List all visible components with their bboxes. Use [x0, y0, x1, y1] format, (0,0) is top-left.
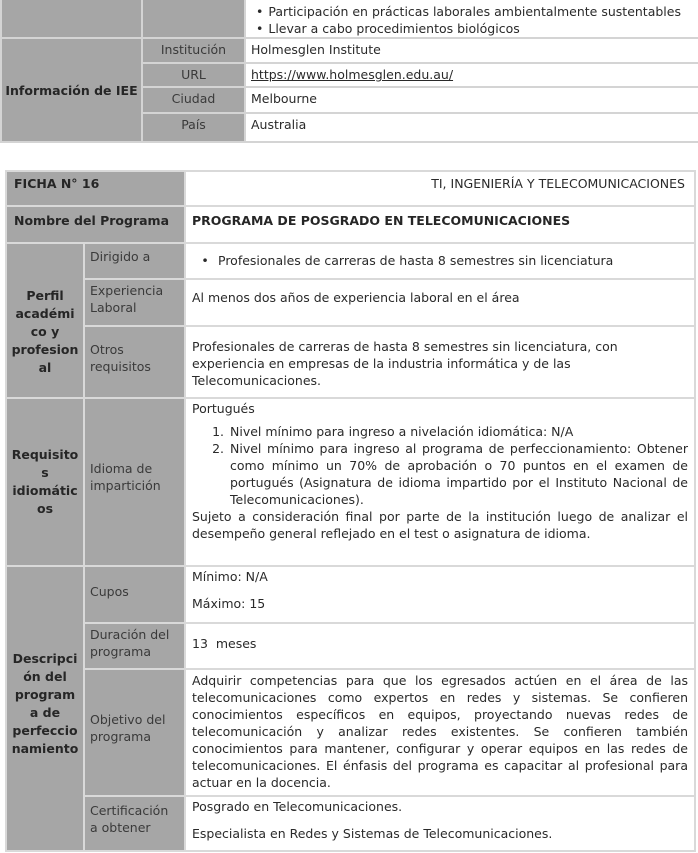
institution-url-link[interactable]: https://www.holmesglen.edu.au/ — [251, 67, 454, 82]
ficha-number: FICHA N° 16 — [6, 171, 185, 206]
table-row — [6, 796, 695, 851]
cupos-label: Cupos — [84, 566, 185, 623]
language-requirements-list — [192, 423, 688, 508]
list-item: • Llevar a cabo procedimientos biológicos — [256, 20, 698, 37]
country-label: País — [142, 113, 245, 142]
empty-sublabel-cell — [142, 0, 245, 38]
ficha-16-table — [5, 170, 696, 852]
cupos-value — [185, 566, 695, 623]
iee-info-table — [0, 0, 698, 143]
table-row — [6, 206, 695, 243]
certificacion-item: Especialista en Redes y Sistemas de Telecomunicaciones. — [192, 826, 553, 841]
duracion-value: 13 meses — [185, 623, 695, 669]
table-row — [6, 566, 695, 623]
cupos-min: Mínimo: N/A — [192, 569, 268, 584]
institution-label: Institución — [142, 38, 245, 63]
table-row — [6, 623, 695, 669]
otros-label: Otros requisitos — [84, 326, 185, 398]
language-name: Portugués — [192, 401, 255, 416]
language-note: Sujeto a consideración final por parte de la institución luego de analizar el desempeño general reflejado en el test o asignatura de idioma. — [192, 509, 688, 541]
program-name-label: Nombre del Programa — [6, 206, 185, 243]
table-row — [6, 279, 695, 326]
experiencia-value: Al menos dos años de experiencia laboral en el área — [185, 279, 695, 326]
list-item: • Participación en prácticas laborales ambientalmente sustentables — [256, 3, 698, 20]
ficha-category: TI, INGENIERÍA Y TELECOMUNICACIONES — [185, 171, 695, 206]
table-row — [1, 0, 698, 38]
objetivo-label: Objetivo del programa — [84, 669, 185, 796]
table-row — [6, 669, 695, 796]
section-label-iee: Información de IEE — [1, 38, 142, 142]
duracion-label: Duración del programa — [84, 623, 185, 669]
idioma-value — [185, 398, 695, 566]
idioma-label: Idioma de impartición — [84, 398, 185, 566]
cupos-max: Máximo: 15 — [192, 596, 266, 611]
experiencia-label: Experiencia Laboral — [84, 279, 185, 326]
otros-value: Profesionales de carreras de hasta 8 semestres sin licenciatura, con experiencia en empresas de la industria informática y de las Telecomunicaciones. — [185, 326, 695, 398]
empty-label-cell — [1, 0, 142, 38]
table-row — [1, 38, 698, 63]
section-label-idioma: Requisito s idiomátic os — [6, 398, 84, 566]
bullet-icon: • — [201, 253, 209, 268]
section-label-perfil: Perfil académi co y profesion al — [6, 243, 84, 398]
dirigido-value — [185, 243, 695, 279]
url-label: URL — [142, 63, 245, 87]
table-row — [6, 243, 695, 279]
dirigido-label: Dirigido a — [84, 243, 185, 279]
certificacion-label: Certificación a obtener — [84, 796, 185, 851]
city-label: Ciudad — [142, 87, 245, 113]
skills-cell — [245, 0, 698, 38]
objetivo-value: Adquirir competencias para que los egresados actúen en el área de las telecomunicaciones como expertos en redes y sistemas. Se confieren conocimientos específicos en equipos, proyectando nuevas redes de telecomunicación y analizar redes existentes. Se confieren también conocimientos para mantener, configurar y operar equipos en las redes de telecomunicaciones. El énfasis del programa es capacitar al profesional para actuar en la docencia. — [185, 669, 695, 796]
table-row — [6, 398, 695, 566]
list-item: 2. Nivel mínimo para ingreso al programa de perfeccionamiento: Obtener como mínimo un 70% de aprobación o 70 puntos en el examen de portugués (Asignatura de idioma impartido por el Instituto Nacional de Telecomunicaciones). — [228, 440, 688, 508]
institution-value: Holmesglen Institute — [245, 38, 698, 63]
country-value: Australia — [245, 113, 698, 142]
table-row — [6, 326, 695, 398]
list-item: 1. Nivel mínimo para ingreso a nivelación idiomática: N/A — [228, 423, 688, 440]
certificacion-item: Posgrado en Telecomunicaciones. — [192, 799, 403, 814]
certificacion-value — [185, 796, 695, 851]
program-name-value: PROGRAMA DE POSGRADO EN TELECOMUNICACIONES — [185, 206, 695, 243]
list-item: • Profesionales de carreras de hasta 8 semestres sin licenciatura — [186, 252, 694, 269]
city-value: Melbourne — [245, 87, 698, 113]
section-label-descripcion: Descripci ón del program a de perfeccio namiento — [6, 566, 84, 851]
skills-list — [250, 3, 698, 37]
table-row — [6, 171, 695, 206]
